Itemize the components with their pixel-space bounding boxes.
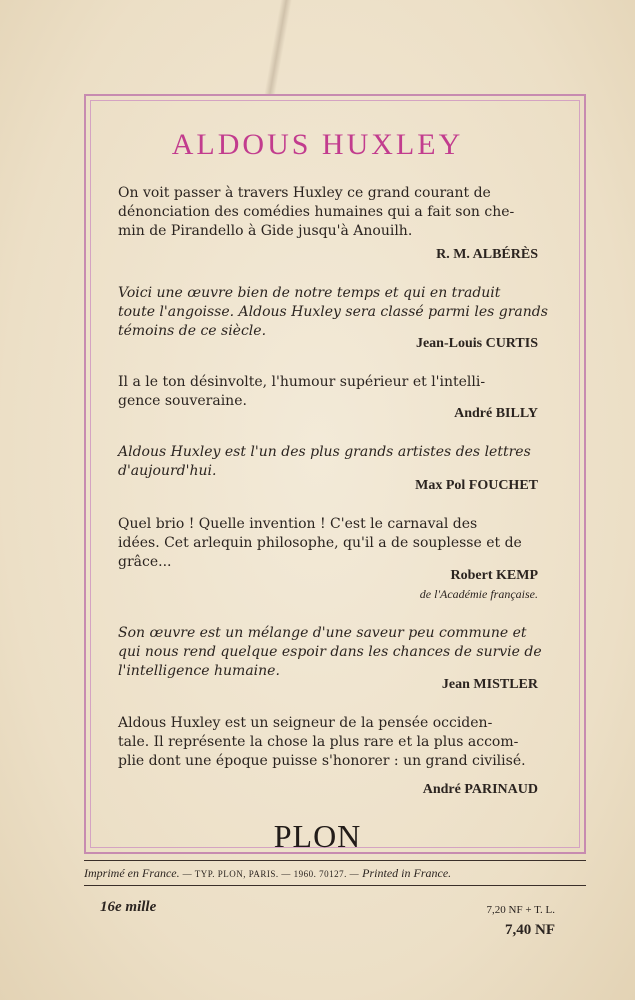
price-base: 7,20 NF + T. L. [486,904,555,916]
quote-parinaud: Aldous Huxley est un seigneur de la pensée occiden- tale. Il représente la chose la plus rare et la plus accom- plie dont une époque puisse s'honorer : un grand civilisé. [118,715,526,769]
divider [84,885,586,886]
quote-author: André BILLY [454,406,538,421]
quote-author: Max Pol FOUCHET [415,478,538,493]
quote-fouchet: Aldous Huxley est l'un des plus grands artistes des lettres d'aujourd'hui. [118,444,531,479]
quote-mistler: Son œuvre est un mélange d'une saveur peu commune et qui nous rend quelque espoir dans les chances de survie de l'intelligence humaine. [118,625,542,679]
quote-author: R. M. ALBÉRÈS [436,247,538,262]
quote-curtis: Voici une œuvre bien de notre temps et qui en traduit toute l'angoisse. Aldous Huxley sera classé parmi les grands témoins de ce siècle. [118,285,548,339]
quote-author: Jean-Louis CURTIS [415,336,538,351]
cover-crease [258,0,298,95]
author-affiliation: de l'Académie française. [419,587,538,601]
divider [84,860,586,861]
page-title: ALDOUS HUXLEY [171,128,464,161]
price-total: 7,40 NF [505,922,555,938]
quote-billy: Il a le ton désinvolte, l'humour supérieur et l'intelli- gence souveraine. [118,374,486,409]
quote-author: André PARINAUD [422,782,538,797]
quote-author: Jean MISTLER [441,677,538,692]
quote-author: Robert KEMP [450,568,538,583]
quote-kemp: Quel brio ! Quelle invention ! C'est le carnaval des idées. Cet arlequin philosophe, qu'il a de souplesse et de grâce... [118,516,522,570]
quote-albérès: On voit passer à travers Huxley ce grand courant de dénonciation des comédies humaines qui a fait son che- min de Pirandello à Gide jusqu'à Anouilh. [118,185,515,239]
edition-count: 16e mille [100,899,157,915]
imprint-line: Imprimé en France. — TYP. PLON, PARIS. — 1960. 70127. — Printed in France. [84,866,452,880]
publisher-logo: PLON [273,818,362,854]
